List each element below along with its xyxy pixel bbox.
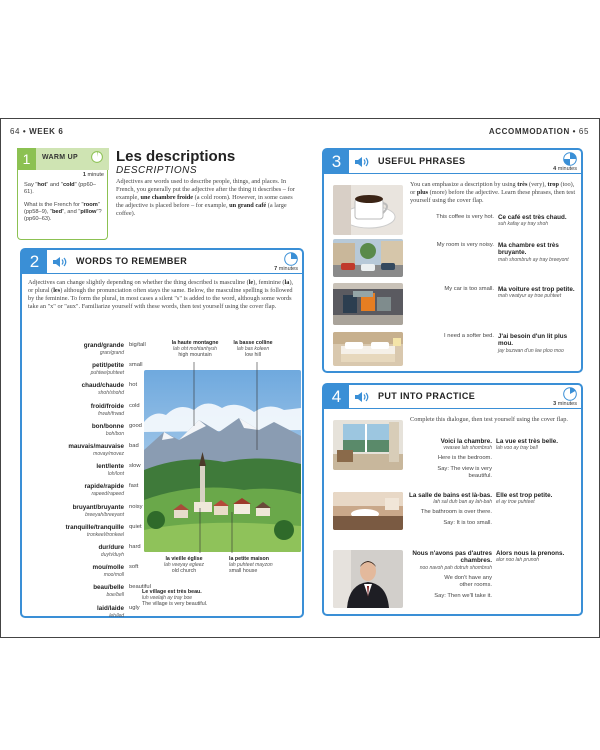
- dialogue-1: Voici la chambre. vwasee lah shombruh Here is the bedroom. Say: The view is very beautiful.: [437, 438, 492, 480]
- right-running-head: ACCOMMODATION • 65: [488, 127, 589, 136]
- phrase-english: My car is too small.: [444, 286, 494, 292]
- left-running-head: 64 • WEEK 6: [10, 127, 64, 136]
- vocab-french: laid/laide: [97, 604, 124, 612]
- panel2-text: Adjectives can change slightly depending on whether the thing described is masculine (le), feminine (la), or plural (les) although the pronunciation often stays the same. Below, the masculine spelling is followed by the feminine. To form the plural, in most cases a silent "s" is added to the word, although some words take an "x" or "aux". Familiarize yourself with these words, then test yourself using the cover flap.: [28, 279, 294, 311]
- speaker-icon[interactable]: [354, 391, 370, 403]
- phrase-english: This coffee is very hot.: [436, 214, 494, 220]
- vocab-pronunciation: frwah/frwad: [98, 410, 124, 417]
- intro-text: Adjectives are words used to describe people, things, and places. In French, you generally put the adjective after the thing it describes – for example, une chambre froide (a cold room). However, in some cases the adjective is placed before – for example, un grand café (a large coffee).: [116, 178, 295, 218]
- panel-title: PUT INTO PRACTICE: [378, 391, 476, 401]
- vocab-english: cold: [129, 402, 140, 409]
- street-photo: [333, 239, 403, 277]
- vocab-english: bad: [129, 443, 139, 449]
- callout-church: la vieille église lah veeyay egleez old church: [163, 556, 205, 575]
- panel-timer: 3 minutes: [553, 387, 577, 407]
- panel3-text: You can emphasize a description by using très (very), trop (too), or plus (more) before the adjective. Learn these phrases, then test yourself using the cover flap.: [410, 181, 576, 205]
- vocab-french: bon/bonne: [91, 422, 124, 430]
- vocab-english: small: [129, 362, 143, 369]
- vocab-english: big/tall: [129, 342, 146, 348]
- phrase-french: J'ai besoin d'un lit plus mou. jay buzwan d'un lee ploo moo: [498, 333, 568, 354]
- vocab-pronunciation: breeyah/breeyant: [85, 511, 124, 518]
- phrase-french: Ce café est très chaud. suh kafay ay tray shoh: [498, 214, 567, 228]
- bathroom-photo: [333, 492, 403, 530]
- bed-photo: [333, 332, 403, 366]
- callout-house: la petite maison lah puhteet mayzon small house: [229, 556, 273, 575]
- receptionist-photo: [333, 550, 403, 608]
- answer-1: La vue est très belle. lah voo ay tray bell: [496, 438, 558, 452]
- page-title: Les descriptions: [116, 148, 236, 165]
- vocab-english: hard: [129, 544, 141, 550]
- panel-timer: 7 minutes: [274, 252, 298, 272]
- callout-mountain: la haute montagne lah oht mohtanhyuh high mountain: [171, 340, 219, 359]
- vocab-pronunciation: tronkeel/tronkeel: [87, 531, 124, 538]
- vocab-english: quiet: [129, 523, 142, 530]
- vocab-french: rapide/rapide: [84, 483, 124, 491]
- vocab-pronunciation: puhtee/puhteet: [90, 370, 124, 377]
- answer-3: Alors nous la prenons. alor noo lah prunoh: [496, 550, 565, 564]
- vocab-english: good: [129, 422, 142, 429]
- vocab-french: mou/molle: [92, 564, 124, 572]
- warmup-text-1: Say "hot" and "cold" (pp60–61).: [24, 182, 96, 195]
- vocab-english: beautiful: [129, 584, 151, 591]
- panel-number: 2: [22, 250, 47, 274]
- page-subtitle: DESCRIPTIONS: [116, 165, 198, 176]
- callout-hill: la basse colline lah bas koleen low hill: [233, 340, 273, 359]
- clock-icon: [91, 151, 103, 163]
- vocab-pronunciation: rapeed/rapeed: [91, 491, 124, 498]
- warmup-text-2: What is the French for "room" (pp58–9), "bed", and "pillow"? (pp60–63).: [24, 202, 102, 222]
- vocab-pronunciation: duyh/duyh: [100, 552, 124, 558]
- phrase-english: I need a softer bed.: [444, 333, 494, 339]
- clock-icon: [563, 152, 577, 166]
- vocab-english: fast: [129, 483, 139, 490]
- coffee-photo: [333, 185, 403, 235]
- vocab-french: froid/froide: [90, 402, 124, 410]
- vocab-pronunciation: boh/bon: [105, 430, 124, 437]
- phrase-french: Ma chambre est très bruyante. mah shombruh ay tray breeyont: [498, 242, 569, 263]
- panel-title: USEFUL PHRASES: [378, 156, 466, 166]
- dialogue-3: Nous n'avons pas d'autres chambres. noo navoh pah dotruh shombruh We don't have any other rooms. Say: Then we'll take it.: [412, 550, 492, 599]
- panel-number: 3: [324, 150, 349, 174]
- hotel-view-photo: [333, 420, 403, 470]
- clock-icon: [563, 387, 577, 401]
- panel-title: WORDS TO REMEMBER: [76, 256, 188, 266]
- vocab-french: lent/lente: [96, 463, 124, 471]
- car-photo: [333, 283, 403, 325]
- vocab-pronunciation: loh/lont: [107, 471, 124, 478]
- vocab-pronunciation: movay/movez: [93, 451, 124, 457]
- vocab-french: petit/petite: [92, 362, 124, 370]
- vocab-pronunciation: boe/bell: [106, 592, 124, 599]
- vocab-pronunciation: shoh/shohd: [98, 390, 124, 397]
- vocab-french: tranquille/tranquille: [65, 523, 124, 531]
- vocab-pronunciation: gran/grand: [99, 350, 124, 356]
- speaker-icon[interactable]: [354, 156, 370, 168]
- vocab-english: noisy: [129, 503, 143, 510]
- warmup-number: 1: [17, 148, 36, 170]
- dialogue-2: La salle de bains est là-bas. lah sal duh ban ay lah-bah The bathroom is over there. Say: It is too small.: [409, 492, 492, 527]
- vocab-english: slow: [129, 463, 141, 470]
- vocab-pronunciation: leh/led: [109, 612, 124, 619]
- vocab-french: beau/belle: [93, 584, 124, 592]
- panel-useful-phrases: [322, 148, 583, 373]
- vocab-french: grand/grande: [83, 342, 124, 349]
- vocab-french: bruyant/bruyante: [72, 503, 124, 511]
- vocab-english: ugly: [129, 604, 140, 611]
- panel-words-to-remember: [20, 248, 304, 618]
- vocab-english: hot: [129, 382, 138, 389]
- phrase-french: Ma voiture est trop petite. mah vwatyur ay troe puhteet: [498, 286, 575, 300]
- warmup-timer: 1 minute: [82, 172, 104, 178]
- panel4-text: Complete this dialogue, then test yourself using the cover flap.: [410, 416, 568, 423]
- vocab-pronunciation: moo/moll: [103, 572, 124, 579]
- vocab-french: chaud/chaude: [81, 382, 124, 390]
- panel-put-into-practice: [322, 383, 583, 616]
- phrase-english: My room is very noisy.: [436, 242, 494, 248]
- warmup-title: WARM UP: [42, 154, 78, 161]
- answer-2: Elle est trop petite. el ay troe puhteet: [496, 492, 553, 506]
- vocab-english: soft: [129, 564, 139, 571]
- warmup-box: [17, 148, 108, 240]
- panel-number: 4: [324, 385, 349, 409]
- panel-timer: 4 minutes: [553, 152, 577, 172]
- vocab-french: dur/dure: [98, 544, 124, 551]
- callout-village: Le village est très beau. luh veelajh ay tray boe The village is very beautiful.: [142, 589, 208, 608]
- vocab-french: mauvais/mauvaise: [68, 443, 124, 450]
